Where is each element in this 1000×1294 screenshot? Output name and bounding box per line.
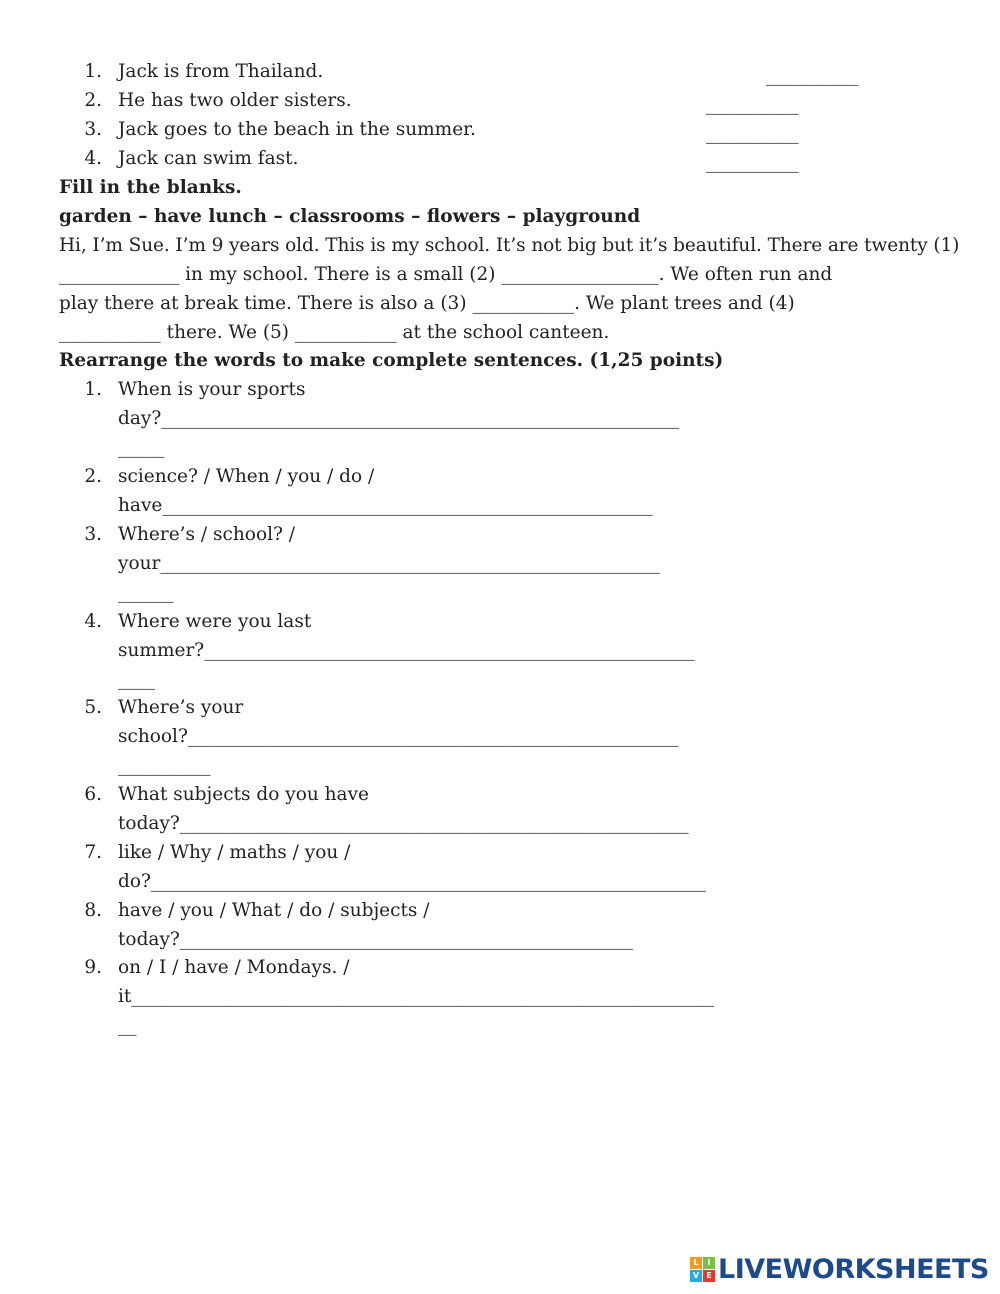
tf-item-text: He has two older sisters.	[118, 90, 352, 111]
passage-line[interactable]: _____________ in my school. There is a small (2) _________________. We often run and	[59, 264, 833, 285]
logo-text: LIVEWORKSHEETS	[718, 1253, 989, 1285]
rearrange-answer-line[interactable]: it_______________________________________________________________	[118, 986, 715, 1007]
rearrange-item-number: 9.	[84, 957, 102, 978]
rearrange-item-number: 5.	[84, 697, 102, 718]
rearrange-answer-line[interactable]: ____	[118, 669, 155, 690]
rearrange-answer-line[interactable]: _____	[118, 437, 165, 458]
tf-answer-blank[interactable]: __________	[706, 94, 799, 115]
rearrange-prompt: on / I / have / Mondays. /	[118, 957, 350, 978]
rearrange-prompt: have / you / What / do / subjects /	[118, 900, 430, 921]
logo-block: E	[703, 1270, 715, 1282]
rearrange-item-number: 1.	[84, 379, 102, 400]
rearrange-prompt: Where’s / school? /	[118, 524, 296, 545]
tf-item-text: Jack can swim fast.	[118, 148, 299, 169]
passage-line[interactable]: ___________ there. We (5) ___________ at the school canteen.	[59, 322, 610, 343]
word-bank: garden – have lunch – classrooms – flowers – playground	[59, 206, 641, 227]
liveworksheets-logo	[690, 1252, 989, 1286]
rearrange-item-number: 8.	[84, 900, 102, 921]
rearrange-prompt: like / Why / maths / you /	[118, 842, 351, 863]
rearrange-item-number: 4.	[84, 611, 102, 632]
rearrange-answer-line[interactable]: __________	[118, 755, 211, 776]
fill-heading: Fill in the blanks.	[59, 177, 242, 198]
tf-answer-blank[interactable]: __________	[706, 123, 799, 144]
rearrange-answer-line[interactable]: today?_________________________________________________	[118, 929, 634, 950]
logo-blocks-icon	[690, 1257, 715, 1282]
rearrange-prompt: What subjects do you have	[118, 784, 369, 805]
logo-block: I	[703, 1257, 715, 1269]
rearrange-item-number: 6.	[84, 784, 102, 805]
rearrange-answer-line[interactable]: school?_____________________________________________________	[118, 726, 679, 747]
rearrange-answer-line[interactable]: your______________________________________________________	[118, 553, 660, 574]
rearrange-prompt: When is your sports	[118, 379, 306, 400]
tf-item-number: 3.	[84, 119, 102, 140]
logo-block: L	[690, 1257, 702, 1269]
rearrange-answer-line[interactable]: today?_______________________________________________________	[118, 813, 689, 834]
rearrange-answer-line[interactable]: do?____________________________________________________________	[118, 871, 706, 892]
tf-item-number: 1.	[84, 61, 102, 82]
rearrange-answer-line[interactable]: __	[118, 1015, 137, 1036]
passage-line[interactable]: play there at break time. There is also a (3) ___________. We plant trees and (4)	[59, 293, 795, 314]
rearrange-prompt: science? / When / you / do /	[118, 466, 375, 487]
tf-item-number: 4.	[84, 148, 102, 169]
rearrange-prompt: Where were you last	[118, 611, 312, 632]
tf-answer-blank[interactable]: __________	[766, 65, 859, 86]
tf-answer-blank[interactable]: __________	[706, 152, 799, 173]
tf-item-number: 2.	[84, 90, 102, 111]
tf-item-text: Jack goes to the beach in the summer.	[118, 119, 476, 140]
rearrange-answer-line[interactable]: day?________________________________________________________	[118, 408, 680, 429]
rearrange-heading: Rearrange the words to make complete sentences. (1,25 points)	[59, 350, 724, 371]
rearrange-item-number: 3.	[84, 524, 102, 545]
tf-item-text: Jack is from Thailand.	[118, 61, 324, 82]
logo-block: V	[690, 1270, 702, 1282]
rearrange-item-number: 2.	[84, 466, 102, 487]
rearrange-prompt: Where’s your	[118, 697, 244, 718]
rearrange-answer-line[interactable]: ______	[118, 582, 174, 603]
rearrange-item-number: 7.	[84, 842, 102, 863]
rearrange-answer-line[interactable]: have_____________________________________________________	[118, 495, 653, 516]
rearrange-answer-line[interactable]: summer?_____________________________________________________	[118, 640, 695, 661]
passage-line: Hi, I’m Sue. I’m 9 years old. This is my school. It’s not big but it’s beautiful. There are twenty (1)	[59, 235, 960, 256]
